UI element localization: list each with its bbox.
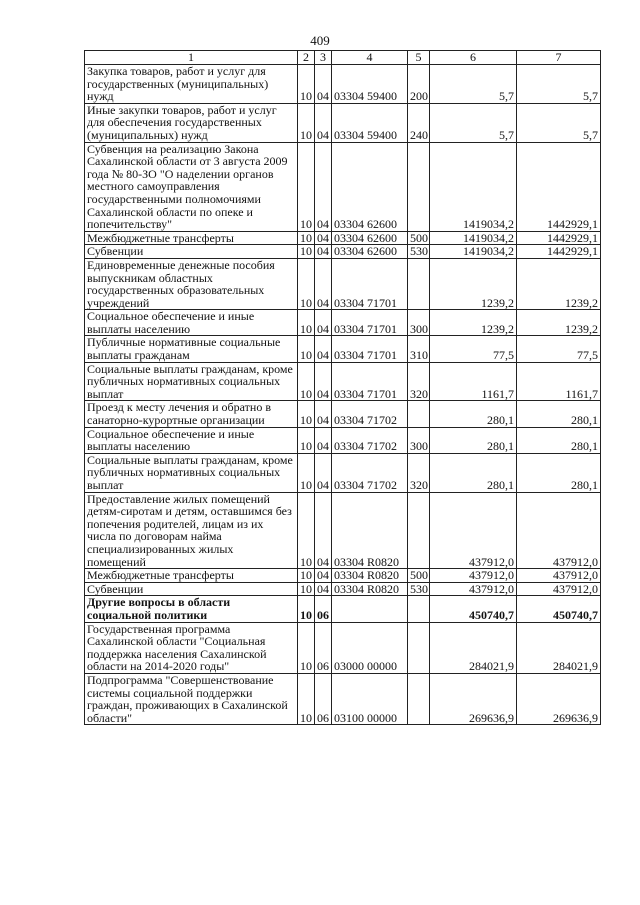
row-expense-type: 240 (408, 103, 430, 142)
row-name: Социальное обеспечение и иные выплаты населению (85, 310, 298, 336)
row-subsection: 04 (315, 453, 332, 492)
row-amount-6: 280,1 (430, 453, 517, 492)
row-expense-type (408, 258, 430, 309)
row-amount-7: 1442929,1 (517, 245, 601, 259)
row-name: Субвенция на реализацию Закона Сахалинской области от 3 августа 2009 года № 80-ЗО "О наделении органов местного самоуправления государственными полномочиями Сахалинской области по опеке и попечительству" (85, 142, 298, 231)
row-target-code: 03304 71701 (332, 258, 408, 309)
row-amount-7: 437912,0 (517, 569, 601, 583)
row-section: 10 (298, 362, 315, 401)
row-name: Публичные нормативные социальные выплаты гражданам (85, 336, 298, 362)
table-row (85, 65, 601, 104)
table-row (85, 453, 601, 492)
row-amount-7: 269636,9 (517, 673, 601, 724)
table-row (85, 401, 601, 427)
row-subsection: 06 (315, 596, 332, 622)
row-expense-type: 300 (408, 427, 430, 453)
row-name: Межбюджетные трансферты (85, 231, 298, 245)
row-expense-type: 530 (408, 582, 430, 596)
table-row (85, 492, 601, 569)
row-subsection: 06 (315, 673, 332, 724)
row-subsection: 04 (315, 582, 332, 596)
row-section: 10 (298, 142, 315, 231)
row-amount-6: 1419034,2 (430, 231, 517, 245)
row-section: 10 (298, 569, 315, 583)
row-amount-6: 437912,0 (430, 492, 517, 569)
table-row (85, 582, 601, 596)
row-amount-6: 5,7 (430, 65, 517, 104)
table-row (85, 569, 601, 583)
row-section: 10 (298, 622, 315, 673)
table-row-section-total (85, 596, 601, 622)
row-section: 10 (298, 401, 315, 427)
row-section: 10 (298, 492, 315, 569)
row-section: 10 (298, 231, 315, 245)
row-amount-7: 280,1 (517, 427, 601, 453)
table-row (85, 336, 601, 362)
header-col-7: 7 (517, 51, 601, 65)
row-amount-6: 1239,2 (430, 258, 517, 309)
row-target-code: 03304 71702 (332, 453, 408, 492)
row-target-code: 03304 59400 (332, 103, 408, 142)
row-expense-type: 320 (408, 362, 430, 401)
row-section: 10 (298, 673, 315, 724)
row-subsection: 04 (315, 336, 332, 362)
row-subsection: 04 (315, 245, 332, 259)
row-name: Субвенции (85, 582, 298, 596)
row-amount-6: 280,1 (430, 427, 517, 453)
row-amount-7: 280,1 (517, 453, 601, 492)
row-amount-7: 1239,2 (517, 310, 601, 336)
row-expense-type (408, 622, 430, 673)
row-target-code: 03000 00000 (332, 622, 408, 673)
row-amount-6: 450740,7 (430, 596, 517, 622)
row-expense-type (408, 596, 430, 622)
row-subsection: 04 (315, 492, 332, 569)
row-subsection: 04 (315, 65, 332, 104)
row-section: 10 (298, 453, 315, 492)
table-row (85, 245, 601, 259)
row-expense-type (408, 142, 430, 231)
row-target-code: 03304 R0820 (332, 569, 408, 583)
row-amount-7: 1239,2 (517, 258, 601, 309)
header-col-6: 6 (430, 51, 517, 65)
row-name: Межбюджетные трансферты (85, 569, 298, 583)
row-name: Проезд к месту лечения и обратно в санаторно-курортные организации (85, 401, 298, 427)
row-expense-type: 320 (408, 453, 430, 492)
table-row (85, 103, 601, 142)
row-section: 10 (298, 258, 315, 309)
row-expense-type: 200 (408, 65, 430, 104)
row-name: Подпрограмма "Совершенствование системы социальной поддержки граждан, проживающих в Сахалинской области" (85, 673, 298, 724)
row-expense-type: 310 (408, 336, 430, 362)
row-section: 10 (298, 245, 315, 259)
row-subsection: 04 (315, 258, 332, 309)
row-target-code: 03304 62600 (332, 231, 408, 245)
row-name: Единовременные денежные пособия выпускникам областных государственных образовательных учреждений (85, 258, 298, 309)
row-target-code: 03304 71702 (332, 427, 408, 453)
row-target-code: 03304 71701 (332, 336, 408, 362)
row-target-code: 03304 71702 (332, 401, 408, 427)
header-row (85, 51, 601, 65)
row-subsection: 04 (315, 103, 332, 142)
row-section: 10 (298, 103, 315, 142)
row-target-code (332, 596, 408, 622)
row-target-code: 03304 71701 (332, 310, 408, 336)
table-row (85, 622, 601, 673)
row-amount-6: 437912,0 (430, 582, 517, 596)
row-subsection: 04 (315, 310, 332, 336)
row-name: Закупка товаров, работ и услуг для государственных (муниципальных) нужд (85, 65, 298, 104)
row-expense-type (408, 492, 430, 569)
row-amount-6: 269636,9 (430, 673, 517, 724)
row-name: Социальные выплаты гражданам, кроме публичных нормативных социальных выплат (85, 453, 298, 492)
row-amount-7: 450740,7 (517, 596, 601, 622)
row-subsection: 04 (315, 427, 332, 453)
row-amount-6: 1419034,2 (430, 245, 517, 259)
row-amount-7: 5,7 (517, 103, 601, 142)
row-name: Социальные выплаты гражданам, кроме публичных нормативных социальных выплат (85, 362, 298, 401)
row-amount-6: 1419034,2 (430, 142, 517, 231)
row-expense-type: 500 (408, 231, 430, 245)
row-amount-7: 1442929,1 (517, 231, 601, 245)
row-target-code: 03304 62600 (332, 245, 408, 259)
row-section: 10 (298, 336, 315, 362)
page-number: 409 (310, 33, 330, 48)
row-amount-7: 1161,7 (517, 362, 601, 401)
header-col-5: 5 (408, 51, 430, 65)
row-name: Социальное обеспечение и иные выплаты населению (85, 427, 298, 453)
row-section: 10 (298, 596, 315, 622)
row-amount-6: 1239,2 (430, 310, 517, 336)
table-row (85, 310, 601, 336)
row-section: 10 (298, 582, 315, 596)
row-section: 10 (298, 65, 315, 104)
row-target-code: 03100 00000 (332, 673, 408, 724)
table-row (85, 362, 601, 401)
row-amount-7: 280,1 (517, 401, 601, 427)
row-target-code: 03304 R0820 (332, 582, 408, 596)
row-subsection: 04 (315, 569, 332, 583)
row-amount-6: 284021,9 (430, 622, 517, 673)
row-target-code: 03304 59400 (332, 65, 408, 104)
table-row (85, 231, 601, 245)
row-name: Государственная программа Сахалинской области "Социальная поддержка населения Сахалинской области на 2014-2020 годы" (85, 622, 298, 673)
row-amount-7: 437912,0 (517, 582, 601, 596)
row-name: Иные закупки товаров, работ и услуг для обеспечения государственных (муниципальных) нужд (85, 103, 298, 142)
row-section: 10 (298, 310, 315, 336)
table-body (85, 65, 601, 725)
header-col-4: 4 (332, 51, 408, 65)
budget-table (84, 50, 601, 725)
row-name: Субвенции (85, 245, 298, 259)
row-target-code: 03304 71701 (332, 362, 408, 401)
row-subsection: 04 (315, 362, 332, 401)
row-expense-type: 500 (408, 569, 430, 583)
row-amount-6: 437912,0 (430, 569, 517, 583)
table-row (85, 142, 601, 231)
row-expense-type: 530 (408, 245, 430, 259)
row-name: Другие вопросы в области социальной политики (85, 596, 298, 622)
row-expense-type: 300 (408, 310, 430, 336)
row-amount-7: 77,5 (517, 336, 601, 362)
row-section: 10 (298, 427, 315, 453)
row-amount-7: 5,7 (517, 65, 601, 104)
table-row (85, 427, 601, 453)
row-subsection: 04 (315, 231, 332, 245)
row-amount-6: 5,7 (430, 103, 517, 142)
row-subsection: 04 (315, 142, 332, 231)
row-expense-type (408, 673, 430, 724)
row-name: Предоставление жилых помещений детям-сиротам и детям, оставшимся без попечения родителей, лицам из их числа по договорам найма специализированных жилых помещений (85, 492, 298, 569)
row-expense-type (408, 401, 430, 427)
row-subsection: 06 (315, 622, 332, 673)
row-amount-6: 1161,7 (430, 362, 517, 401)
row-amount-6: 77,5 (430, 336, 517, 362)
row-target-code: 03304 R0820 (332, 492, 408, 569)
table-row (85, 673, 601, 724)
header-col-2: 2 (298, 51, 315, 65)
row-amount-7: 1442929,1 (517, 142, 601, 231)
header-col-1: 1 (85, 51, 298, 65)
table-row (85, 258, 601, 309)
row-subsection: 04 (315, 401, 332, 427)
row-target-code: 03304 62600 (332, 142, 408, 231)
row-amount-7: 437912,0 (517, 492, 601, 569)
row-amount-6: 280,1 (430, 401, 517, 427)
row-amount-7: 284021,9 (517, 622, 601, 673)
header-col-3: 3 (315, 51, 332, 65)
